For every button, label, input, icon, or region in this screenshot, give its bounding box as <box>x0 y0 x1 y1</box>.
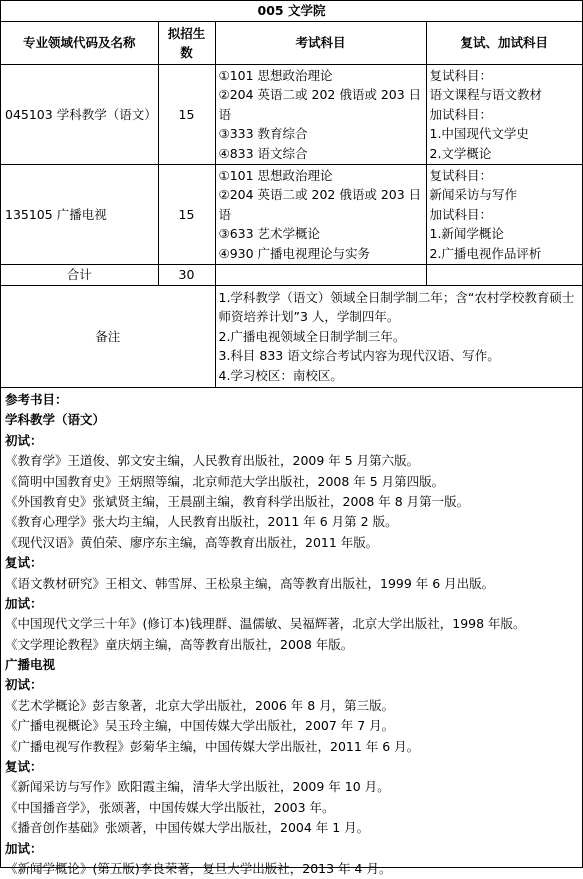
total-label: 合计 <box>1 265 158 286</box>
exam-subject: ②204 英语二或 202 俄语或 203 日语 <box>218 187 422 222</box>
total-value: 30 <box>158 265 215 286</box>
program-quota: 15 <box>158 65 215 165</box>
reference-entry: 《播音创作基础》张颂著，中国传媒大学出版社，2004 年 1 月。 <box>5 820 370 836</box>
reference-heading: 参考书目： <box>5 392 68 407</box>
table-row <box>1 65 582 165</box>
exam-subject: ②204 英语二或 202 俄语或 203 日语 <box>218 87 422 122</box>
exam-subject: ④930 广播电视理论与实务 <box>218 245 371 261</box>
reference-entry: 《文学理论教程》童庆炳主编，高等教育出版社，2008 年版。 <box>5 636 354 652</box>
retest-subjects <box>426 165 582 265</box>
reference-entry: 《语文教材研究》王相文、韩雪屏、王松泉主编，高等教育出版社，1999 年 6 月出版。 <box>5 575 495 591</box>
header-exams: 考试科目 <box>215 22 426 65</box>
retest-subjects <box>426 65 582 165</box>
exam-subject: ③633 艺术学概论 <box>218 226 321 242</box>
notes-label: 备注 <box>1 285 215 388</box>
notes-content <box>215 285 582 388</box>
note-item: 2.广播电视领域全日制学制三年。 <box>218 328 406 344</box>
reference-section-heading: 加试： <box>5 840 43 856</box>
reference-section-heading: 学科教学（语文） <box>5 412 106 428</box>
exam-subject: ①101 思想政治理论 <box>218 167 333 183</box>
header-program: 专业领域代码及名称 <box>1 22 158 65</box>
header-quota: 拟招生数 <box>158 22 215 65</box>
program-quota: 15 <box>158 165 215 265</box>
program-table <box>1 1 582 388</box>
retest-item: 1.新闻学概论 <box>429 226 504 242</box>
exam-subjects <box>215 165 426 265</box>
reference-entry: 《广播电视概论》吴玉玲主编，中国传媒大学出版社，2007 年 7 月。 <box>5 718 395 734</box>
retest-item: 2.文学概论 <box>429 145 492 161</box>
note-item: 4.学习校区：南校区。 <box>218 367 343 383</box>
table-header-row <box>1 22 582 65</box>
reference-entry: 《艺术学概论》彭吉象著，北京大学出版社，2006 年 8 月，第三版。 <box>5 697 395 713</box>
retest-item: 新闻采访与写作 <box>429 187 518 203</box>
header-retests: 复试、加试科目 <box>426 22 582 65</box>
reference-entry: 《广播电视写作教程》彭菊华主编，中国传媒大学出版社，2011 年 6 月。 <box>5 738 420 754</box>
notes-row <box>1 285 582 388</box>
reference-entry: 《教育学》王道俊、郭文安主编，人民教育出版社，2009 年 5 月第六版。 <box>5 453 420 469</box>
reference-entry: 《现代汉语》黄伯荣、廖序东主编，高等教育出版社，2011 年版。 <box>5 534 379 550</box>
reference-entry: 《新闻采访与写作》欧阳霞主编，清华大学出版社，2009 年 10 月。 <box>5 779 390 795</box>
exam-subject: ③333 教育综合 <box>218 126 308 142</box>
table-row <box>1 165 582 265</box>
exam-subject: ④833 语文综合 <box>218 145 308 161</box>
reference-lines <box>5 410 578 879</box>
retest-item: 加试科目： <box>429 106 493 122</box>
retest-item: 复试科目： <box>429 167 493 183</box>
reference-section-heading: 复试： <box>5 759 43 775</box>
note-item: 3.科目 833 语文综合考试内容为现代汉语、写作。 <box>218 348 500 363</box>
retest-item: 加试科目： <box>429 206 493 222</box>
reference-section-heading: 初试： <box>5 432 43 448</box>
reference-entry: 《新闻学概论》(第五版)李良荣著，复旦大学出版社，2013 年 4 月。 <box>5 860 392 876</box>
total-row <box>1 265 582 286</box>
reference-list <box>1 388 582 879</box>
table-title: 005 文学院 <box>1 1 582 22</box>
retest-item: 1.中国现代文学史 <box>429 126 529 142</box>
retest-item: 2.广播电视作品评析 <box>429 245 542 261</box>
note-item: 1.学科教学（语文）领域全日制学制二年；含“农村学校教育硕士师资培养计划”3 人，学制四年。 <box>218 289 575 324</box>
retest-item: 复试科目： <box>429 67 493 83</box>
reference-section-heading: 广播电视 <box>5 657 56 673</box>
retest-item: 语文课程与语文教材 <box>429 87 543 103</box>
exam-subjects <box>215 65 426 165</box>
program-name: 045103 学科教学（语文） <box>1 65 158 165</box>
reference-section-heading: 复试： <box>5 555 43 571</box>
reference-entry: 《教育心理学》张大均主编，人民教育出版社，2011 年 6 月第 2 版。 <box>5 514 398 530</box>
reference-entry: 《外国教育史》张斌贤主编，王晨副主编，教育科学出版社，2008 年 8 月第一版。 <box>5 493 470 509</box>
reference-section-heading: 初试： <box>5 677 43 693</box>
reference-section-heading: 加试： <box>5 595 43 611</box>
reference-entry: 《简明中国教育史》王炳照等编，北京师范大学出版社，2008 年 5 月第四版。 <box>5 473 445 489</box>
program-name: 135105 广播电视 <box>1 165 158 265</box>
exam-subject: ①101 思想政治理论 <box>218 67 333 83</box>
reference-entry: 《中国播音学》，张颂著，中国传媒大学出版社，2003 年。 <box>5 799 335 815</box>
reference-entry: 《中国现代文学三十年》(修订本)钱理群、温儒敏、吴福辉著，北京大学出版社，1998 年版。 <box>5 616 526 632</box>
